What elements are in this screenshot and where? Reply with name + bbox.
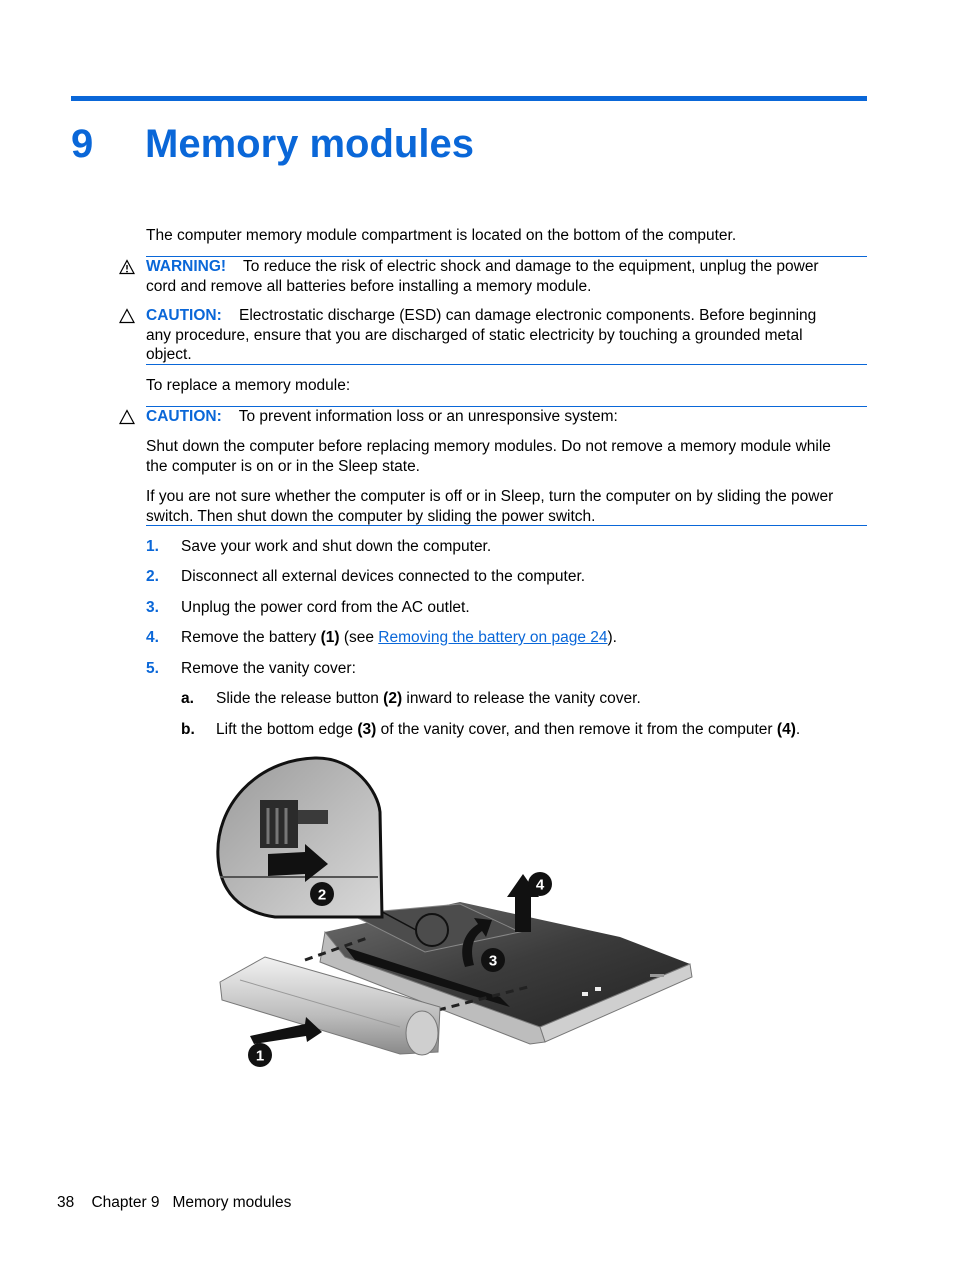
step-text-3: Unplug the power cord from the AC outlet. bbox=[181, 599, 470, 616]
caution-label-1: CAUTION: bbox=[146, 307, 222, 324]
substep-a-post: inward to release the vanity cover. bbox=[402, 690, 641, 707]
caution2-p2-line2: switch. Then shut down the computer by sliding the power switch. bbox=[146, 507, 596, 525]
page-footer bbox=[57, 1193, 291, 1213]
page-number: 38 bbox=[57, 1194, 75, 1211]
step-number-2: 2. bbox=[146, 568, 159, 585]
callout-1 bbox=[248, 1043, 272, 1067]
substep-b-callout-4: (4) bbox=[776, 721, 796, 738]
substep-b-mid: of the vanity cover, and then remove it from the computer bbox=[376, 721, 777, 738]
caution2-paragraph-1 bbox=[146, 437, 876, 476]
substep-b-callout-3: (3) bbox=[357, 721, 377, 738]
warning-triangle-icon bbox=[119, 259, 135, 275]
caution2-bottom-rule bbox=[146, 525, 867, 526]
svg-text:4: 4 bbox=[535, 876, 545, 894]
intro-paragraph: The computer memory module compartment is located on the bottom of the computer. bbox=[146, 227, 737, 244]
caution-block-2 bbox=[146, 407, 866, 427]
step4-mid: (see bbox=[339, 629, 379, 646]
callout-4 bbox=[528, 872, 552, 896]
replace-intro: To replace a memory module: bbox=[146, 377, 351, 394]
callout-3 bbox=[481, 948, 505, 972]
caution-triangle-icon bbox=[119, 308, 135, 324]
step-number-5: 5. bbox=[146, 660, 159, 677]
caution2-p1-line1: Shut down the computer before replacing memory modules. Do not remove a memory module while bbox=[146, 438, 831, 455]
zoom-inset bbox=[218, 758, 382, 917]
step-text-5: Remove the vanity cover: bbox=[181, 660, 356, 677]
step-number-4: 4. bbox=[146, 629, 159, 646]
caution1-bottom-rule bbox=[146, 364, 867, 365]
caution2-text: To prevent information loss or an unresponsive system: bbox=[238, 408, 618, 425]
step-text-2: Disconnect all external devices connected to the computer. bbox=[181, 568, 586, 585]
step-number-3: 3. bbox=[146, 599, 159, 616]
substep-text-b bbox=[216, 720, 800, 740]
substep-text-a bbox=[216, 689, 641, 709]
warning-block bbox=[146, 257, 876, 296]
caution-label-2: CAUTION: bbox=[146, 408, 222, 425]
caution1-text-3: object. bbox=[146, 346, 192, 363]
substep-b-pre: Lift the bottom edge bbox=[216, 721, 358, 738]
step-text-4 bbox=[181, 628, 617, 648]
warning-text-2: cord and remove all batteries before installing a memory module. bbox=[146, 277, 592, 295]
chapter-title: Memory modules bbox=[145, 122, 474, 166]
chapter-number: 9 bbox=[71, 122, 94, 166]
callout-2 bbox=[310, 882, 334, 906]
step-number-1: 1. bbox=[146, 538, 159, 555]
footer-chapter: Chapter 9 bbox=[91, 1194, 160, 1211]
caution-block-1 bbox=[146, 306, 876, 365]
step4-callout: (1) bbox=[320, 629, 340, 646]
vanity-cover-removal-illustration bbox=[210, 752, 710, 1072]
step4-post: ). bbox=[607, 629, 617, 646]
footer-title: Memory modules bbox=[172, 1194, 292, 1211]
caution1-text-2: any procedure, ensure that you are discharged of static electricity by touching a grounded metal bbox=[146, 326, 803, 344]
substep-a-pre: Slide the release button bbox=[216, 690, 384, 707]
svg-text:1: 1 bbox=[255, 1047, 265, 1065]
warning-text-1: To reduce the risk of electric shock and damage to the equipment, unplug the power bbox=[243, 258, 819, 275]
removing-battery-link[interactable]: Removing the battery on page 24 bbox=[378, 629, 608, 646]
step-text-1: Save your work and shut down the computer. bbox=[181, 538, 492, 555]
svg-text:2: 2 bbox=[317, 886, 327, 904]
caution2-p1-line2: the computer is on or in the Sleep state. bbox=[146, 457, 420, 475]
caution2-paragraph-2 bbox=[146, 487, 876, 526]
caution-triangle-icon-2 bbox=[119, 409, 135, 425]
substep-letter-a: a. bbox=[181, 690, 194, 707]
chapter-rule bbox=[71, 96, 867, 101]
caution1-text-1: Electrostatic discharge (ESD) can damage electronic components. Before beginning bbox=[239, 307, 817, 324]
substep-a-callout: (2) bbox=[383, 690, 403, 707]
substep-b-post: . bbox=[795, 721, 801, 738]
caution2-p2-line1: If you are not sure whether the computer is off or in Sleep, turn the computer on by sliding the power bbox=[146, 488, 834, 505]
substep-letter-b: b. bbox=[181, 721, 195, 738]
svg-text:3: 3 bbox=[488, 952, 498, 970]
warning-label: WARNING! bbox=[146, 258, 227, 275]
step4-pre: Remove the battery bbox=[181, 629, 321, 646]
